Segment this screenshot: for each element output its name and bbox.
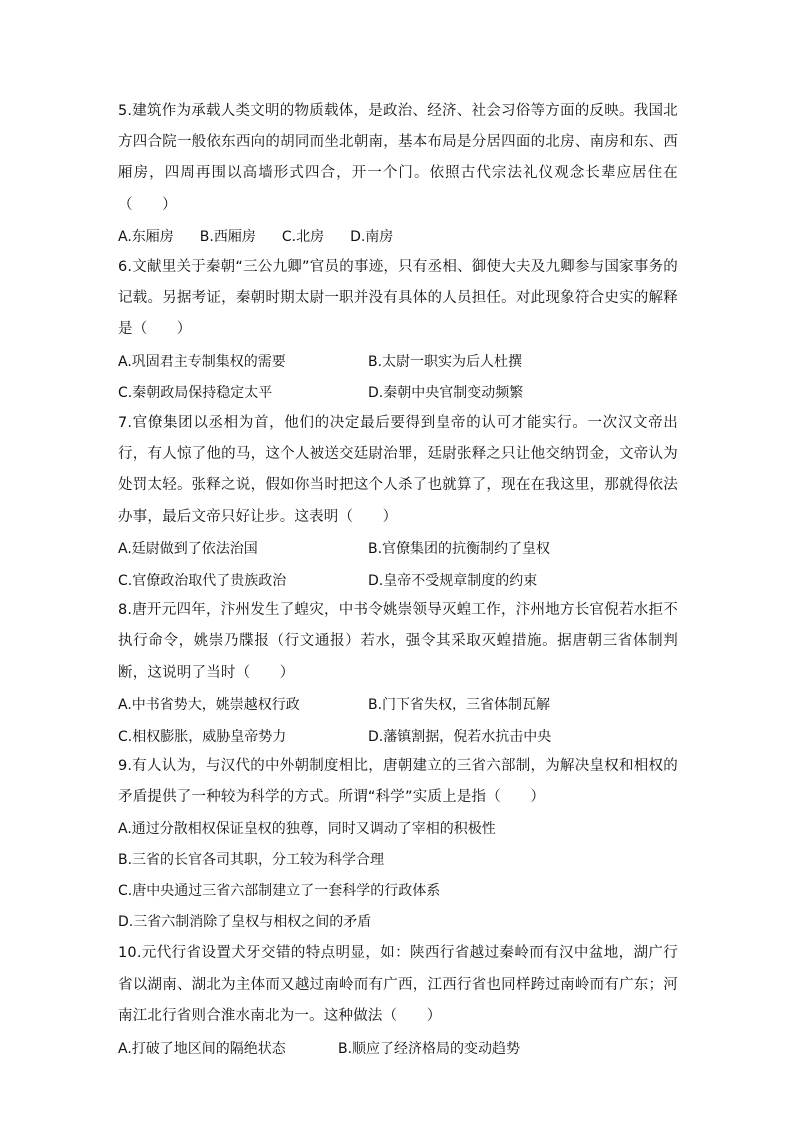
question-stem: 9.有人认为，与汉代的中外朝制度相比，唐朝建立的三省六部制，为解决皇权和相权的矛盾提供了一种较为科学的方式。所谓“科学”实质上是指（ ） [118,758,678,806]
question-10 [118,938,678,1063]
question-stem: 8.唐开元四年，汴州发生了蝗灾，中书令姚崇领导灭蝗工作，汴州地方长官倪若水拒不执行命令，姚崇乃牒报（行文通报）若水，强令其采取灭蝗措施。据唐朝三省体制判断，这说明了当时（ ） [118,602,678,681]
option-c[interactable]: C.秦朝政局保持稳定太平 [118,385,273,402]
option-a[interactable]: A.巩固君主专制集权的需要 [118,354,286,371]
option-c[interactable]: C.官僚政治取代了贵族政治 [118,572,287,589]
option-d[interactable]: D.南房 [350,229,394,246]
options-row [118,221,678,252]
option-a[interactable]: A.东厢房 [118,229,174,246]
option-b[interactable]: B.西厢房 [199,229,256,246]
option-d[interactable]: D.三省六制消除了皇权与相权之间的矛盾 [118,914,372,931]
options-row [118,564,678,595]
option-c[interactable]: C.相权膨胀，威胁皇帝势力 [118,728,287,745]
question-7 [118,408,678,595]
option-c[interactable]: C.唐中央通过三省六部制建立了一套科学的行政体系 [118,882,441,899]
option-a[interactable]: A.中书省势大，姚崇越权行政 [118,697,300,714]
options-row [118,720,678,751]
option-b[interactable]: B.顺应了经济格局的变动趋势 [338,1040,521,1057]
question-8 [118,595,678,751]
options-row [118,377,678,408]
option-d[interactable]: D.皇帝不受规章制度的约束 [368,572,538,589]
question-stem: 6.文献里关于秦朝“三公九卿”官员的事迹，只有丞相、御使大夫及九卿参与国家事务的记载。另据考证，秦朝时期太尉一职并没有具体的人员担任。对此现象符合史实的解释是（ ） [118,259,678,338]
options-row [118,533,678,564]
question-9 [118,751,678,938]
options-row [118,689,678,720]
option-b[interactable]: B.门下省失权，三省体制瓦解 [368,697,551,714]
options-row [118,1032,678,1063]
option-a[interactable]: A.通过分散相权保证皇权的独尊，同时又调动了宰相的积极性 [118,820,496,837]
options-row [118,346,678,377]
question-stem: 10.元代行省设置犬牙交错的特点明显，如：陕西行省越过秦岭而有汉中盆地，湖广行省以湖南、湖北为主体而又越过南岭而有广西，江西行省也同样跨过南岭而有广东；河南江北行省则合淮水南北为一。这种做法（ ） [118,945,678,1024]
option-a[interactable]: A.廷尉做到了依法治国 [118,541,258,558]
question-5 [118,96,678,252]
option-c[interactable]: C.北房 [281,229,325,246]
question-stem: 7.官僚集团以丞相为首，他们的决定最后要得到皇帝的认可才能实行。一次汉文帝出行，有人惊了他的马，这个人被送交廷尉治罪，廷尉张释之只让他交纳罚金，文帝认为处罚太轻。张释之说，假如你当时把这个人杀了也就算了，现在在我这里，那就得依法办事，最后文帝只好让步。这表明（ ） [118,414,678,525]
option-a[interactable]: A.打破了地区间的隔绝状态 [118,1040,286,1057]
option-b[interactable]: B.三省的长官各司其职，分工较为科学合理 [118,851,385,868]
option-d[interactable]: D.藩镇割据，倪若水抗击中央 [368,728,552,745]
option-b[interactable]: B.太尉一职实为后人杜撰 [368,354,523,371]
question-6 [118,252,678,408]
option-b[interactable]: B.官僚集团的抗衡制约了皇权 [368,541,551,558]
option-d[interactable]: D.秦朝中央官制变动频繁 [368,385,524,402]
question-stem: 5.建筑作为承载人类文明的物质载体，是政治、经济、社会习俗等方面的反映。我国北方四合院一般依东西向的胡同而坐北朝南，基本布局是分居四面的北房、南房和东、西厢房，四周再围以高墙形式四合，开一个门。依照古代宗法礼仪观念长辈应居住在（ ） [118,103,678,213]
